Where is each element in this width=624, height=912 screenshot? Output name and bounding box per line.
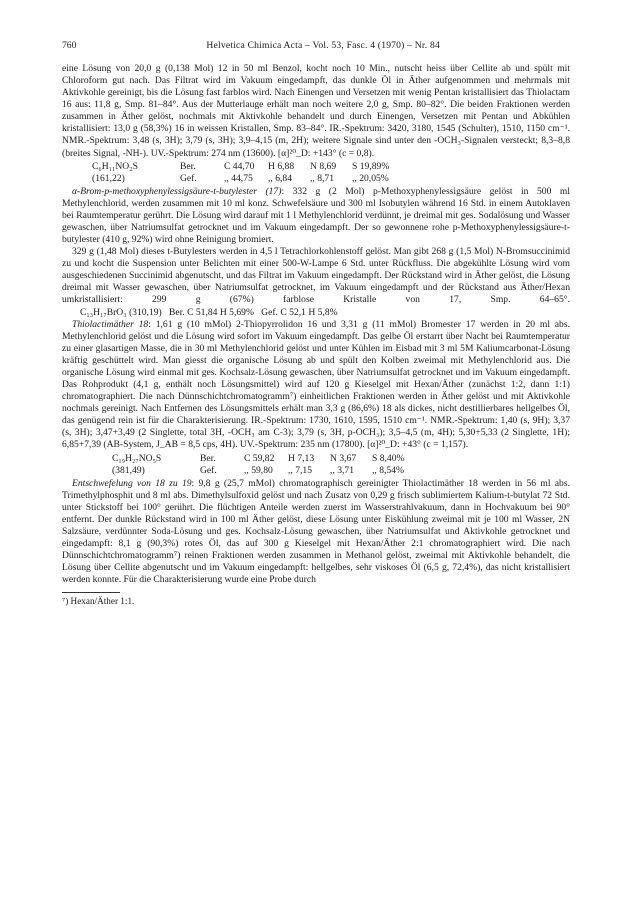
- analysis-value: ,, 8,71: [310, 172, 334, 184]
- section-title-thiolactimether: Thiolactimäther 18: [72, 318, 149, 330]
- paragraph-desulfurization: [62, 478, 570, 587]
- analysis-gef-label: Gef.: [200, 464, 217, 476]
- analysis-formula: C₁₉H₂₇NO₅S: [112, 452, 162, 464]
- analysis-mw: (161,22): [92, 172, 125, 184]
- paragraph-thiolactam: eine Lösung von 20,0 g (0,138 Mol) 12 in 50 ml Benzol, kocht noch 10 Min., nutscht heiss über Cellite ab und spült mit Chloroform gut nach. Das Filtrat wird im Vakuum eingedampft, das dunkle Öl in Äther aufgenommen und mehrmals mit Aktivkohle gereinigt, bis die Lösung fast farblos wird. Nach Einengen und Versetzen mit wenig Pentan kristallisiert das Thiolactam 16 aus: 11,8 g, Smp. 81–84°. Aus der Mutterlauge erhält man noch weitere 2,0 g, Smp. 80–82°. Die beiden Fraktionen werden zusammen in Äther gelöst, nochmals mit Aktivkohle behandelt und durch Einengen, Versetzen mit Pentan und Abkühlen kristallisiert: 13,0 g (58,3%) 16 in weissen Kristallen, Smp. 83–84°. IR.-Spektrum: 3420, 3180, 1545 (Schulter), 1510, 1150 cm⁻¹. NMR.-Spektrum: 3,48 (s, 3H); 3,79 (s, 3H); 3,9–4,15 (m, 2H); weitere Signale sind unter den -OCH₃-Signalen versteckt; 8,3–8,8 (breites Signal, -NH-). UV.-Spektrum: 274 nm (13600). [α]²⁰_D: +143° (c = 0,8).: [62, 63, 570, 159]
- analysis-value: ,, 3,71: [330, 464, 354, 476]
- elemental-analysis-17: [70, 307, 338, 319]
- section-title-bromoester: α-Brom-p-methoxyphenylessigsäure-t-butylester (17): [72, 185, 282, 197]
- analysis-value: H 6,88: [268, 160, 295, 172]
- paragraph-text: 329 g (1,48 Mol) dieses t-Butylesters werden in 4,5 l Tetrachlorkohlenstoff gelöst. Man gibt 268 g (1,5 Mol) N-Bromsuccinimid zu und kocht die Suspension unter Belichten mit einer 500-W-Lampe 6 Std. unter Rückfluss. Die abgekühlte Lösung wird vom ausgeschiedenen Succinimid abgenutscht, und das Filtrat im Vakuum eingedampft. Der Rückstand wird in Äther gelöst, die Lösung dreimal mit Wasser gewaschen, über Natriumsulfat getrocknet, im Vakuum eingedampft und der Rückstand aus Äther/Hexan umkristallisiert: 299 g (67%) farblose Kristalle von 17, Smp. 64–65°.: [62, 246, 570, 306]
- paragraph-text: : 1,61 g (10 mMol) 2-Thiopyrrolidon 16 und 3,31 g (11 mMol) Bromester 17 werden in 20 ml abs. Methylenchlorid gelöst und die Lösung wird sofort im Vakuum eingedampft. Das gelbe Öl erstarrt über Nacht bei Raumtemperatur zu einer glasartigen Masse, die in 30 ml Methylenchlorid gelöst und unter Kühlen im Eisbad mit 3 ml 5M Kaliumcarbonat-Lösung kräftig geschüttelt wird. Man giesst die organische Lösung ab und spült den Kolben zweimal mit Methylenchlorid aus. Die organische Lösung wird einmal mit ges. Kochsalz-Lösung gewaschen, über Natriumsulfat getrocknet und im Vakuum eingedampft. Das Rohprodukt (4,1 g, enthält noch Lösungsmittel) wird auf 120 g Kieselgel mit Hexan/Äther (zunächst 1:2, dann 1:1) chromatographiert. Die nach Dünnschichtchromatogramm⁷) einheitlichen Fraktionen werden in Äther gelöst und mit Aktivkohle nochmals gereinigt. Nach Entfernen des Lösungsmittels erhält man 3,3 g (86,6%) 18 als dickes, nicht destillierbares hellgelbes Öl, das genügend rein ist für die Charakterisierung. IR.-Spektrum: 1730, 1610, 1595, 1510 cm⁻¹. NMR.-Spektrum: 1,40 (s, 9H); 3,37 (s, 3H); 3,47+3,49 (2 Singlette, total 3H, -OCH₃ am C-3); 3,79 (s, 3H, p-OCH₃); 3,5–4,5 (m, 4H); 5,30+5,33 (2 Singlette, 1H); 6,85+7,39 (AB-System, J_AB = 8,5 cps, 4H). UV.-Spektrum: 235 nm (17800). [α]²⁰_D: +43° (c = 1,157).: [62, 318, 570, 451]
- analysis-value: ,, 7,15: [288, 464, 312, 476]
- analysis-value: C 59,82: [244, 452, 275, 464]
- paragraph-text: : 332 g (2 Mol) p-Methoxyphenylessigsäure gelöst in 500 ml Methylenchlorid, werden zusammen mit 10 ml konz. Schwefelsäure und 300 ml Isobutylen während 16 Std. in einem Autoklaven bei Raumtemperatur gerührt. Die Lösung wird darauf mit 1 l Methylenchlorid verdünnt, je dreimal mit ges. Sodalösung und Wasser gewaschen, über Natriumsulfat getrocknet und im Vakuum eingedampft. Der so gewonnene rohe p-Methoxyphenylessigsäure-t-butylester (410 g, 92%) wird ohne Reinigung bromiert.: [62, 185, 570, 246]
- running-head: [62, 40, 570, 54]
- article-body: [62, 63, 570, 586]
- analysis-value: ,, 44,75: [224, 172, 253, 184]
- analysis-gef: Gef. C 52,1 H 5,8%: [261, 306, 338, 318]
- analysis-value: S 19,89%: [352, 160, 390, 172]
- paragraph-thiolactimether: [62, 319, 570, 452]
- analysis-value: S 8,40%: [372, 452, 405, 464]
- analysis-formula: C₆H₁₁NO₂S: [92, 160, 138, 172]
- analysis-value: N 8,69: [310, 160, 337, 172]
- analysis-formula: C₁₃H₁₇BrO₃ (310,19): [80, 306, 162, 318]
- analysis-mw: (381,49): [112, 464, 145, 476]
- page-number: 760: [62, 40, 77, 51]
- analysis-value: ,, 8,54%: [372, 464, 404, 476]
- analysis-value: N 3,67: [330, 452, 357, 464]
- paragraph-text: : 9,8 g (25,7 mMol) chromatographisch gereinigter Thiolactimäther 18 werden in 56 ml abs. Trimethylphosphit und 8 ml abs. Dimethylsulfoxid gelöst und nach Zusatz von 0,29 g frisch sublimiertem Kalium-t-butylat 72 Std. unter Stickstoff bei 100° gerührt. Die flüchtigen Anteile werden zuerst im Wasserstrahlvakuum, dann in Hochvakuum bei 90° entfernt. Der dunkle Rückstand wird in 100 ml Äther gelöst, diese Lösung unter Eiskühlung zweimal mit je 100 ml Wasser, 2N Salzsäure, verdünnter Soda-Lösung und ges. Kochsalz-Lösung gewaschen, über Natriumsulfat und Aktivkohle getrocknet und eingedampft: 8,1 g (90,3%) rotes Öl, das auf 300 g Kieselgel mit Hexan/Äther 2:1 chromatographiert wird. Die nach Dünnschichtchromatogramm⁷) reinen Fraktionen werden zusammen in Methanol gelöst, zweimal mit Aktivkohle behandelt, die Lösung über Cellite abgenutscht und im Vakuum eingedampft: hellgelbes, sehr viskoses Öl (6,5 g, 72,4%), das nicht kristallisiert werden konnte. Für die Charakterisierung wurde eine Probe durch: [62, 477, 570, 586]
- paragraph-bromoester: [62, 186, 570, 246]
- elemental-analysis-16: [92, 161, 472, 185]
- analysis-value: ,, 20,05%: [352, 172, 389, 184]
- analysis-value: ,, 6,84: [268, 172, 292, 184]
- analysis-gef-label: Gef.: [180, 172, 197, 184]
- footnote-divider: [62, 592, 120, 593]
- paragraph-bromination: [62, 246, 570, 318]
- analysis-value: H 7,13: [288, 452, 315, 464]
- section-title-desulfurization: Entschwefelung von 18 zu 19: [72, 477, 192, 489]
- analysis-value: ,, 59,80: [244, 464, 273, 476]
- footnote-7: ⁷) Hexan/Äther 1:1.: [62, 596, 135, 607]
- journal-page: [62, 40, 570, 607]
- elemental-analysis-18: [112, 453, 492, 477]
- journal-title: Helvetica Chimica Acta – Vol. 53, Fasc. 4 (1970) – Nr. 84: [206, 40, 440, 51]
- analysis-value: C 44,70: [224, 160, 255, 172]
- analysis-ber-label: Ber.: [180, 160, 196, 172]
- analysis-ber: Ber. C 51,84 H 5,69%: [168, 306, 254, 318]
- analysis-ber-label: Ber.: [200, 452, 216, 464]
